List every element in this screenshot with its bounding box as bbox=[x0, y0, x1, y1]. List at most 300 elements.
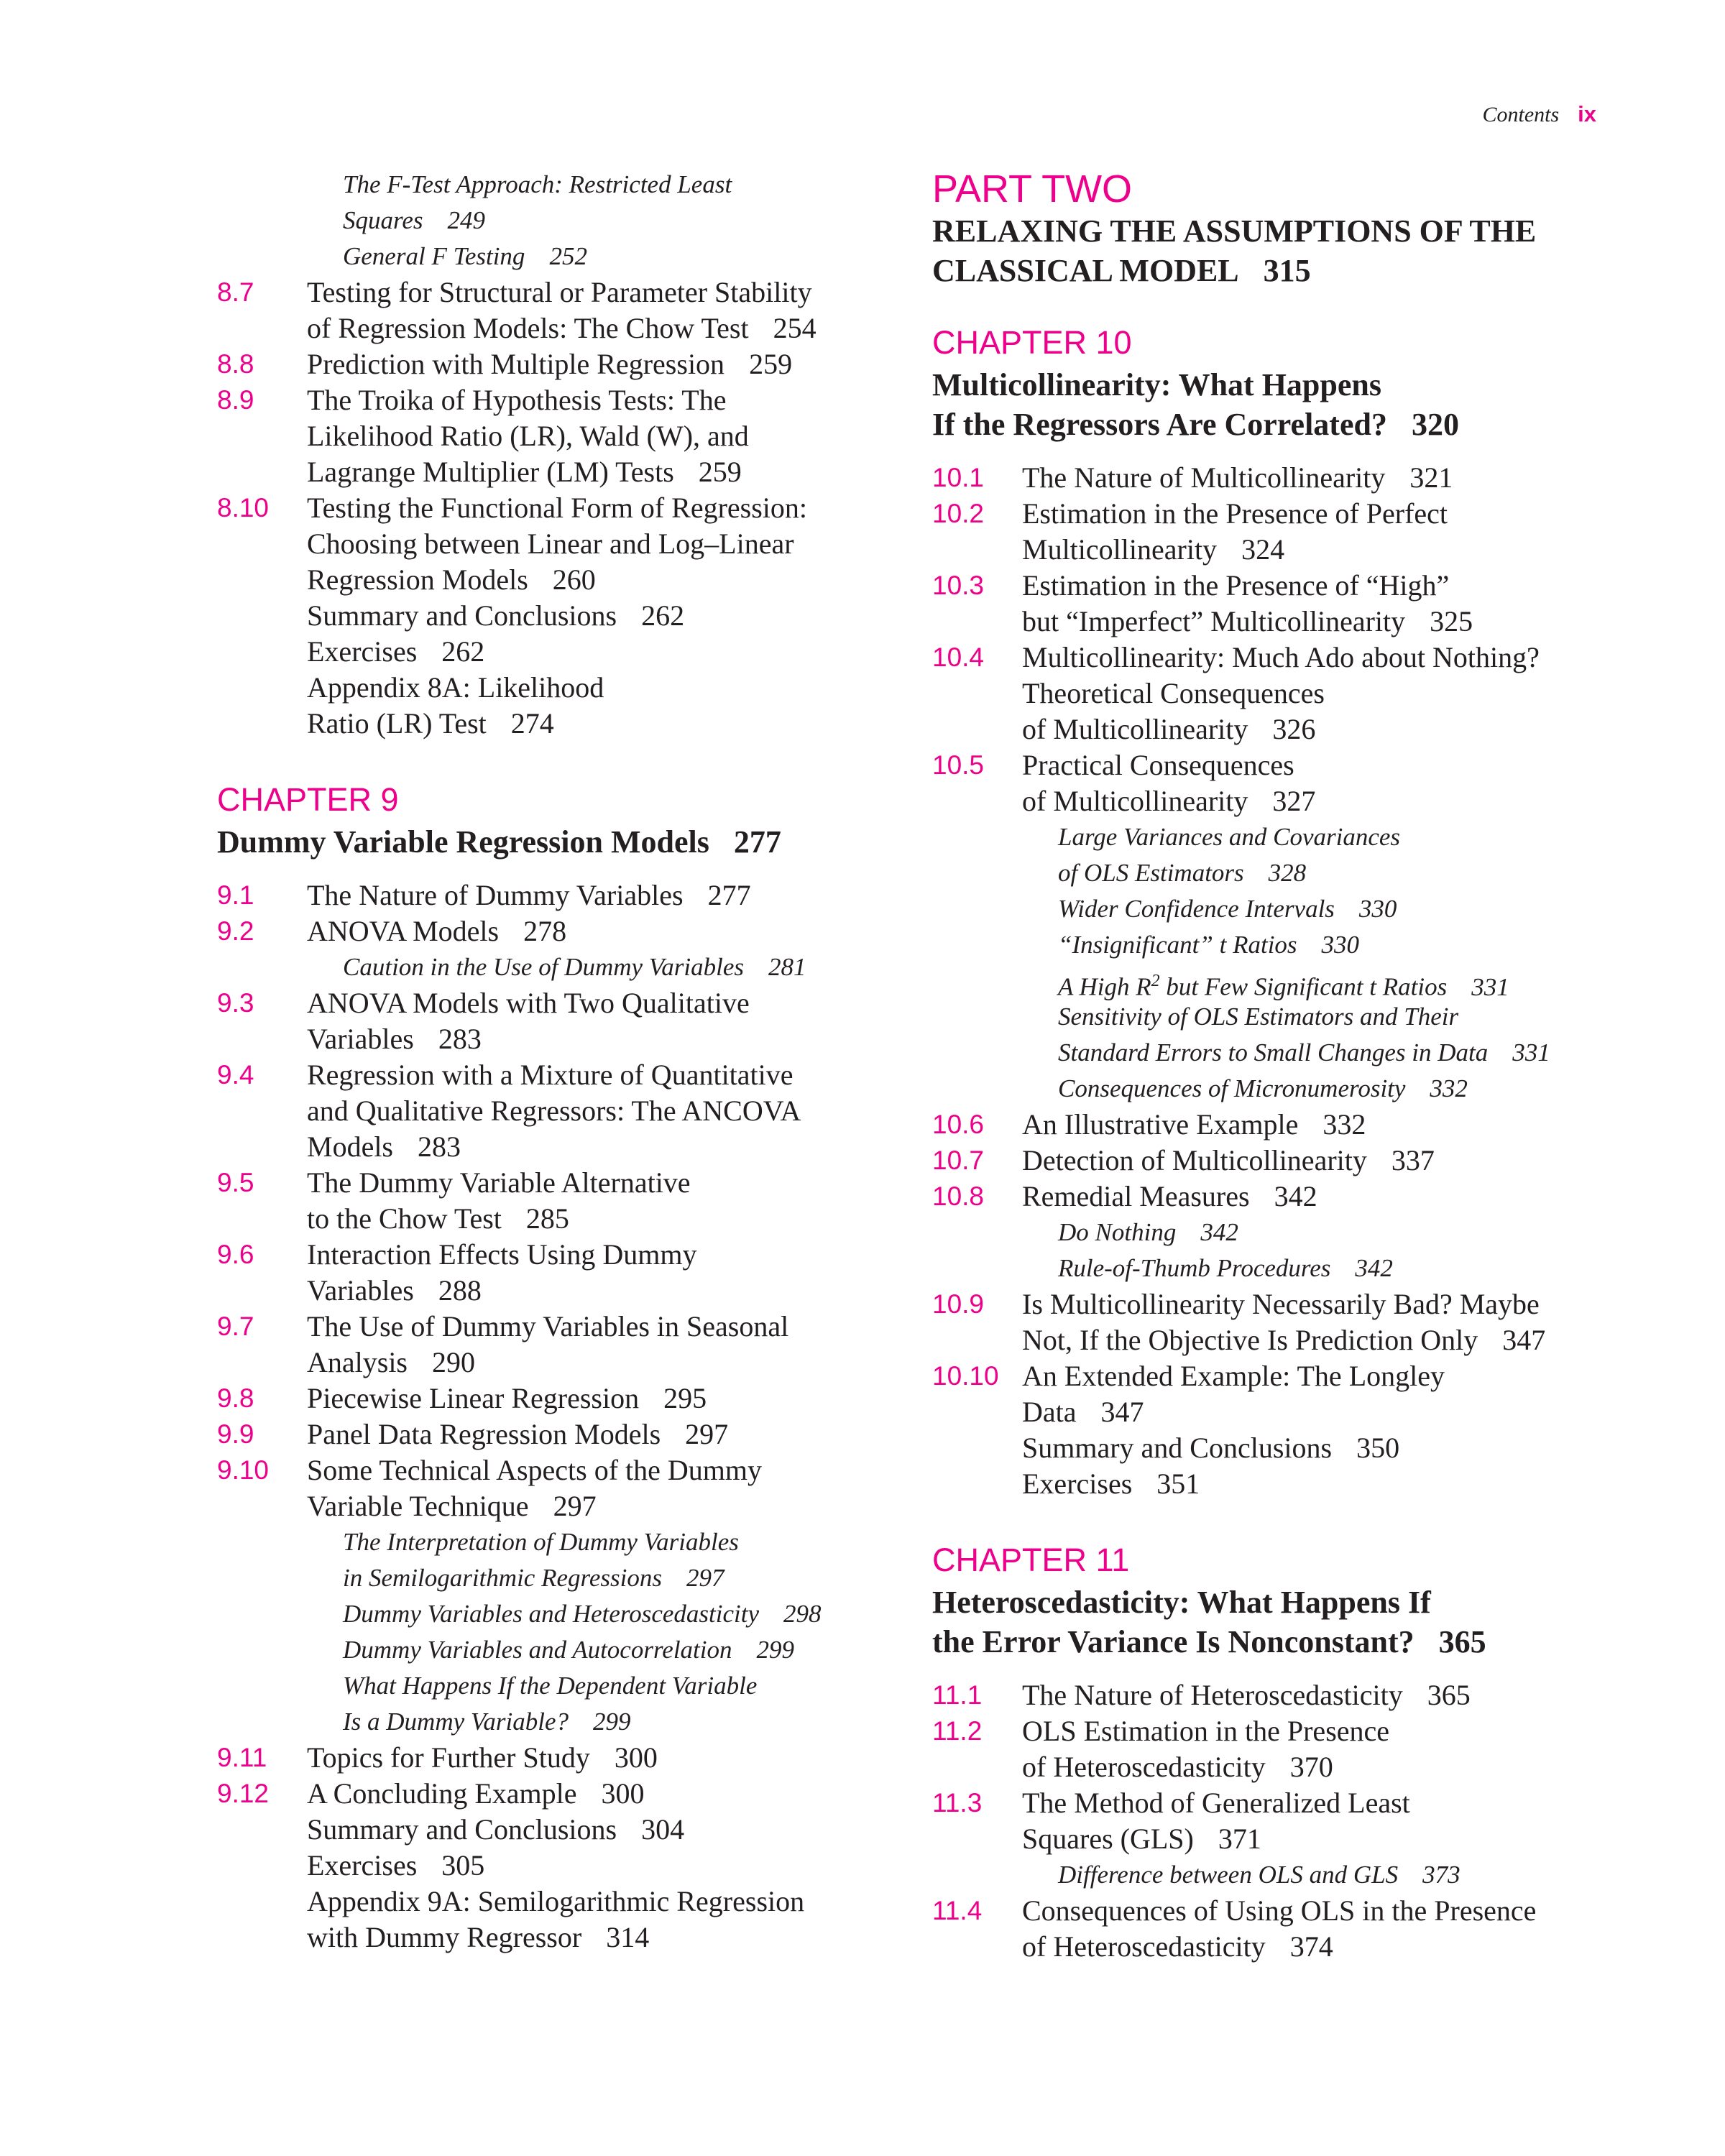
entry-label: Regression Models bbox=[307, 563, 528, 596]
entry-label: Is a Dummy Variable? bbox=[343, 1708, 569, 1736]
toc-subentry bbox=[217, 1560, 864, 1596]
entry-text bbox=[343, 949, 806, 985]
chapter-heading: CHAPTER 9 bbox=[217, 781, 399, 818]
toc-entry bbox=[217, 1920, 864, 1955]
toc-entry bbox=[932, 676, 1651, 711]
section-number: 11.3 bbox=[932, 1788, 983, 1818]
toc-entry bbox=[217, 1345, 864, 1381]
entry-label: Exercises bbox=[1022, 1468, 1133, 1500]
entry-text bbox=[1022, 1179, 1317, 1215]
toc-subentry bbox=[217, 167, 864, 203]
entry-label: Detection of Multicollinearity bbox=[1022, 1144, 1367, 1176]
page-number: 278 bbox=[523, 915, 567, 947]
entry-label: of Heteroscedasticity bbox=[1022, 1751, 1266, 1783]
title-text: Dummy Variable Regression Models bbox=[217, 824, 709, 860]
entry-text bbox=[307, 310, 816, 346]
entry-text bbox=[343, 167, 732, 203]
entry-text bbox=[1022, 1322, 1545, 1358]
toc-entry bbox=[217, 1848, 864, 1884]
page-number: 328 bbox=[1268, 859, 1307, 887]
entry-label: Appendix 8A: Likelihood bbox=[307, 671, 604, 704]
toc-entry bbox=[932, 1143, 1651, 1179]
toc-entry bbox=[217, 418, 864, 454]
toc-subentry bbox=[932, 1250, 1651, 1286]
entry-text bbox=[1058, 1250, 1393, 1286]
section-number: 9.4 bbox=[217, 1060, 254, 1089]
page-number: 347 bbox=[1100, 1396, 1144, 1428]
page-number: 320 bbox=[1411, 407, 1459, 442]
section-number: 10.9 bbox=[932, 1289, 985, 1319]
entry-text bbox=[1022, 783, 1315, 819]
page-number: 254 bbox=[773, 312, 816, 344]
page-number: 342 bbox=[1274, 1180, 1317, 1212]
entry-label: Do Nothing bbox=[1058, 1218, 1177, 1246]
entry-label: Difference between OLS and GLS bbox=[1058, 1861, 1399, 1889]
entry-text bbox=[1058, 1857, 1460, 1893]
toc-entry bbox=[932, 1358, 1651, 1394]
entry-label: The Troika of Hypothesis Tests: The bbox=[307, 384, 727, 416]
page-number: 281 bbox=[768, 953, 806, 981]
entry-text bbox=[307, 1129, 461, 1165]
entry-label: Multicollinearity bbox=[1022, 533, 1218, 566]
page-number: 373 bbox=[1422, 1861, 1460, 1889]
section-number: 9.6 bbox=[217, 1240, 254, 1269]
page-number: 277 bbox=[707, 879, 751, 911]
page-number: 330 bbox=[1358, 895, 1397, 923]
entry-text bbox=[1022, 1677, 1471, 1713]
entry-text bbox=[307, 1381, 707, 1416]
page-number: 262 bbox=[641, 599, 685, 632]
entry-text bbox=[343, 203, 485, 239]
running-head-page-number: ix bbox=[1578, 101, 1596, 126]
entry-text bbox=[1022, 1286, 1540, 1322]
entry-text bbox=[1022, 1749, 1333, 1785]
entry-text bbox=[307, 1452, 762, 1488]
entry-text bbox=[1022, 1466, 1200, 1502]
page-number: 259 bbox=[749, 348, 793, 380]
entry-label: Rule-of-Thumb Procedures bbox=[1058, 1254, 1331, 1282]
page-number: 283 bbox=[418, 1130, 461, 1163]
entry-text bbox=[307, 1345, 475, 1381]
entry-label: Lagrange Multiplier (LM) Tests bbox=[307, 456, 674, 488]
page-number: 260 bbox=[552, 563, 596, 596]
superscript: 2 bbox=[1151, 972, 1160, 990]
page-number: 297 bbox=[685, 1418, 729, 1450]
entry-text bbox=[307, 275, 812, 310]
section-number: 10.10 bbox=[932, 1361, 999, 1391]
toc-entry bbox=[217, 310, 864, 346]
toc-entry bbox=[932, 711, 1651, 747]
page-number: 331 bbox=[1471, 972, 1509, 1001]
page-number: 300 bbox=[601, 1777, 645, 1810]
toc-subentry bbox=[932, 1035, 1651, 1071]
toc-subentry bbox=[217, 1596, 864, 1632]
entry-text bbox=[307, 1093, 801, 1129]
toc-entry bbox=[217, 706, 864, 742]
toc-subentry bbox=[217, 1632, 864, 1668]
entry-label: An Illustrative Example bbox=[1022, 1108, 1299, 1141]
entry-label: Summary and Conclusions bbox=[307, 599, 617, 632]
entry-text bbox=[1022, 1929, 1333, 1965]
entry-label: Standard Errors to Small Changes in Data bbox=[1058, 1038, 1489, 1067]
entry-text bbox=[1022, 640, 1540, 676]
page-number: 365 bbox=[1438, 1624, 1486, 1659]
entry-label: Summary and Conclusions bbox=[307, 1813, 617, 1846]
toc-entry bbox=[217, 1201, 864, 1237]
entry-text bbox=[1058, 855, 1306, 891]
entry-label: General F Testing bbox=[343, 242, 525, 270]
section-number: 9.2 bbox=[217, 916, 254, 946]
spacer bbox=[217, 862, 864, 877]
toc-subentry bbox=[217, 1704, 864, 1740]
page-number: 327 bbox=[1272, 785, 1316, 817]
entry-text bbox=[1022, 1893, 1536, 1929]
page-number: 274 bbox=[510, 707, 554, 740]
entry-label: Is Multicollinearity Necessarily Bad? Maybe bbox=[1022, 1288, 1540, 1320]
entry-label: Variables bbox=[307, 1274, 414, 1307]
entry-text bbox=[307, 1920, 649, 1955]
entry-text bbox=[343, 1560, 724, 1596]
page-number: 370 bbox=[1289, 1751, 1333, 1783]
entry-label: Consequences of Micronumerosity bbox=[1058, 1074, 1406, 1102]
toc-entry bbox=[217, 1057, 864, 1093]
toc-entry bbox=[217, 1381, 864, 1416]
toc-entry bbox=[932, 640, 1651, 676]
entry-label: Caution in the Use of Dummy Variables bbox=[343, 953, 745, 981]
running-head bbox=[1482, 101, 1596, 127]
toc-subentry bbox=[932, 963, 1651, 999]
entry-label: Models bbox=[307, 1130, 393, 1163]
entry-label: Analysis bbox=[307, 1346, 408, 1378]
entry-text bbox=[307, 634, 484, 670]
entry-label: Multicollinearity: Much Ado about Nothing? bbox=[1022, 641, 1540, 673]
entry-label: Remedial Measures bbox=[1022, 1180, 1250, 1212]
entry-text bbox=[1022, 1821, 1261, 1857]
page-number: 331 bbox=[1512, 1038, 1550, 1067]
entry-label: The Nature of Heteroscedasticity bbox=[1022, 1679, 1403, 1711]
entry-label: but “Imperfect” Multicollinearity bbox=[1022, 605, 1406, 637]
toc-entry bbox=[217, 1021, 864, 1057]
toc-entry bbox=[932, 1749, 1651, 1785]
spacer bbox=[932, 1662, 1651, 1677]
toc-entry bbox=[932, 460, 1651, 496]
toc-subentry bbox=[217, 1668, 864, 1704]
toc-entry bbox=[217, 670, 864, 706]
page-number: 371 bbox=[1218, 1823, 1261, 1855]
entry-label: Not, If the Objective Is Prediction Only bbox=[1022, 1324, 1478, 1356]
entry-text bbox=[307, 1021, 482, 1057]
page-number: 285 bbox=[525, 1202, 569, 1235]
entry-text bbox=[1022, 1430, 1399, 1466]
entry-text bbox=[307, 598, 684, 634]
toc-entry bbox=[217, 598, 864, 634]
section-number: 9.12 bbox=[217, 1779, 270, 1808]
entry-label: Summary and Conclusions bbox=[1022, 1432, 1333, 1464]
toc-entry bbox=[217, 1273, 864, 1309]
entry-label: The F-Test Approach: Restricted Least bbox=[343, 170, 732, 198]
toc-entry bbox=[217, 1488, 864, 1524]
toc-entry bbox=[932, 1394, 1651, 1430]
entry-label: Interaction Effects Using Dummy bbox=[307, 1238, 697, 1271]
entry-text bbox=[1022, 1713, 1389, 1749]
toc-subentry bbox=[932, 891, 1651, 927]
entry-label: of Heteroscedasticity bbox=[1022, 1930, 1266, 1963]
entry-text bbox=[307, 490, 807, 526]
entry-text bbox=[307, 1237, 696, 1273]
entry-text bbox=[307, 1165, 691, 1201]
entry-text bbox=[307, 1416, 728, 1452]
toc-subentry bbox=[217, 949, 864, 985]
section-number: 11.1 bbox=[932, 1680, 983, 1710]
toc-subentry bbox=[932, 927, 1651, 963]
chapter-title bbox=[932, 1622, 1651, 1662]
entry-text bbox=[307, 382, 727, 418]
entry-label: to the Chow Test bbox=[307, 1202, 502, 1235]
entry-label: Testing the Functional Form of Regression: bbox=[307, 492, 808, 524]
toc-entry bbox=[217, 1812, 864, 1848]
toc-entry bbox=[217, 454, 864, 490]
toc-entry bbox=[932, 1713, 1651, 1749]
entry-label: The Dummy Variable Alternative bbox=[307, 1166, 691, 1199]
entry-label: Wider Confidence Intervals bbox=[1058, 895, 1335, 923]
entry-label: of OLS Estimators bbox=[1058, 859, 1244, 887]
toc-entry bbox=[217, 1776, 864, 1812]
toc-entry bbox=[217, 877, 864, 913]
entry-label: Theoretical Consequences bbox=[1022, 677, 1325, 709]
chapter-title bbox=[932, 1583, 1651, 1622]
page-number: 314 bbox=[606, 1921, 650, 1953]
section-number: 10.2 bbox=[932, 499, 985, 528]
entry-text bbox=[1022, 460, 1453, 496]
page-number: 299 bbox=[756, 1636, 794, 1664]
toc-entry bbox=[217, 346, 864, 382]
part-title bbox=[932, 211, 1651, 251]
entry-label: Appendix 9A: Semilogarithmic Regression bbox=[307, 1885, 805, 1917]
entry-label: An Extended Example: The Longley bbox=[1022, 1360, 1445, 1392]
section-number: 11.4 bbox=[932, 1896, 983, 1925]
toc-entry bbox=[217, 1165, 864, 1201]
toc-entry bbox=[217, 1416, 864, 1452]
page-number: 374 bbox=[1289, 1930, 1333, 1963]
part-title bbox=[932, 251, 1651, 290]
toc-entry bbox=[217, 382, 864, 418]
entry-label: Topics for Further Study bbox=[307, 1741, 590, 1774]
entry-label: ANOVA Models with Two Qualitative bbox=[307, 987, 750, 1019]
toc-entry bbox=[932, 1893, 1651, 1929]
spacer bbox=[217, 742, 864, 778]
running-head-label: Contents bbox=[1482, 103, 1560, 126]
toc-entry bbox=[217, 634, 864, 670]
entry-label: Prediction with Multiple Regression bbox=[307, 348, 725, 380]
section-number: 11.2 bbox=[932, 1716, 983, 1746]
chapter-title bbox=[932, 405, 1651, 444]
entry-text bbox=[1058, 1071, 1468, 1107]
toc-entry bbox=[932, 532, 1651, 568]
entry-text bbox=[1058, 891, 1397, 927]
entry-label: Ratio (LR) Test bbox=[307, 707, 487, 740]
toc-entry bbox=[932, 1929, 1651, 1965]
toc-entry bbox=[932, 747, 1651, 783]
entry-text bbox=[343, 1632, 794, 1668]
entry-label: Some Technical Aspects of the Dummy bbox=[307, 1454, 763, 1486]
section-number: 10.8 bbox=[932, 1181, 985, 1211]
entry-text bbox=[1022, 1358, 1445, 1394]
entry-text bbox=[1058, 1035, 1550, 1071]
entry-label: Squares (GLS) bbox=[1022, 1823, 1194, 1855]
toc-entry bbox=[217, 1452, 864, 1488]
page-number: 249 bbox=[447, 206, 485, 234]
entry-text bbox=[1022, 711, 1315, 747]
entry-label: Choosing between Linear and Log–Linear bbox=[307, 528, 794, 560]
entry-text bbox=[1022, 568, 1449, 604]
page-number: 277 bbox=[733, 824, 781, 860]
toc-entry bbox=[932, 783, 1651, 819]
entry-label: Estimation in the Presence of Perfect bbox=[1022, 497, 1448, 530]
toc-entry bbox=[932, 496, 1651, 532]
page-number: 351 bbox=[1156, 1468, 1200, 1500]
toc-entry bbox=[217, 1237, 864, 1273]
entry-label: Variable Technique bbox=[307, 1490, 529, 1522]
page-number: 305 bbox=[441, 1849, 485, 1881]
toc-subentry bbox=[217, 1524, 864, 1560]
entry-text bbox=[1058, 927, 1359, 963]
title-text: CLASSICAL MODEL bbox=[932, 253, 1239, 288]
toc-entry bbox=[932, 1322, 1651, 1358]
page-number: 337 bbox=[1391, 1144, 1435, 1176]
section-number: 8.10 bbox=[217, 493, 270, 522]
entry-text bbox=[307, 1057, 794, 1093]
page-number: 304 bbox=[641, 1813, 685, 1846]
page-number: 300 bbox=[614, 1741, 658, 1774]
entry-label: Exercises bbox=[307, 1849, 418, 1881]
section-number: 10.5 bbox=[932, 750, 985, 780]
entry-label: A Concluding Example bbox=[307, 1777, 577, 1810]
section-number: 10.6 bbox=[932, 1110, 985, 1139]
section-number: 9.10 bbox=[217, 1455, 270, 1485]
page-number: 262 bbox=[441, 635, 485, 668]
section-number: 9.1 bbox=[217, 880, 254, 910]
entry-label: The Nature of Multicollinearity bbox=[1022, 461, 1386, 494]
toc-entry bbox=[932, 568, 1651, 604]
toc-entry bbox=[217, 1309, 864, 1345]
page-number: 295 bbox=[663, 1382, 707, 1414]
toc-subentry bbox=[932, 855, 1651, 891]
section-number: 10.4 bbox=[932, 642, 985, 672]
section-number: 10.1 bbox=[932, 463, 985, 492]
entry-text bbox=[1022, 1394, 1144, 1430]
page-number: 325 bbox=[1430, 605, 1473, 637]
entry-text bbox=[307, 985, 750, 1021]
entry-label: Practical Consequences bbox=[1022, 749, 1294, 781]
toc-entry bbox=[932, 1466, 1651, 1502]
left-column bbox=[217, 167, 864, 1955]
entry-text bbox=[307, 877, 751, 913]
title-text: Multicollinearity: What Happens bbox=[932, 367, 1381, 402]
entry-text bbox=[1022, 604, 1473, 640]
entry-text bbox=[1022, 1143, 1435, 1179]
page-number: 347 bbox=[1502, 1324, 1546, 1356]
toc-entry bbox=[217, 913, 864, 949]
section-number: 10.3 bbox=[932, 571, 985, 600]
page-number: 324 bbox=[1241, 533, 1285, 566]
entry-text bbox=[343, 239, 587, 275]
section-number: 10.7 bbox=[932, 1146, 985, 1175]
section-number: 8.8 bbox=[217, 349, 254, 379]
toc-entry bbox=[932, 1430, 1651, 1466]
entry-text bbox=[307, 562, 596, 598]
entry-text bbox=[307, 454, 742, 490]
entry-text bbox=[343, 1704, 631, 1740]
entry-label: of Regression Models: The Chow Test bbox=[307, 312, 749, 344]
entry-text-part: A High R bbox=[1058, 972, 1151, 1001]
page-number: 297 bbox=[686, 1564, 724, 1592]
toc-entry bbox=[932, 1821, 1651, 1857]
entry-label: Large Variances and Covariances bbox=[1058, 823, 1401, 851]
page-number: 299 bbox=[593, 1708, 631, 1736]
entry-label: The Use of Dummy Variables in Seasonal bbox=[307, 1310, 789, 1342]
page-number: 342 bbox=[1355, 1254, 1393, 1282]
entry-label: What Happens If the Dependent Variable bbox=[343, 1672, 758, 1700]
toc-subentry bbox=[932, 1215, 1651, 1250]
page-number: 350 bbox=[1356, 1432, 1400, 1464]
page-number: 297 bbox=[553, 1490, 597, 1522]
entry-text bbox=[307, 1201, 569, 1237]
toc-entry bbox=[217, 1884, 864, 1920]
page-number: 259 bbox=[698, 456, 742, 488]
entry-text bbox=[307, 1309, 788, 1345]
part-heading: PART TWO bbox=[932, 167, 1133, 211]
entry-label: The Nature of Dummy Variables bbox=[307, 879, 684, 911]
toc-subentry bbox=[932, 999, 1651, 1035]
section-number: 9.5 bbox=[217, 1168, 254, 1197]
entry-label: The Method of Generalized Least bbox=[1022, 1787, 1410, 1819]
entry-label: Panel Data Regression Models bbox=[307, 1418, 661, 1450]
chapter-heading: CHAPTER 10 bbox=[932, 324, 1132, 361]
section-number: 8.7 bbox=[217, 277, 254, 307]
toc-entry bbox=[217, 1129, 864, 1165]
entry-text bbox=[1058, 1215, 1238, 1250]
entry-text bbox=[307, 526, 794, 562]
right-column bbox=[932, 167, 1651, 1965]
entry-label: Dummy Variables and Autocorrelation bbox=[343, 1636, 732, 1664]
toc-entry bbox=[217, 275, 864, 310]
toc-entry bbox=[217, 1093, 864, 1129]
page-number: 330 bbox=[1321, 931, 1360, 959]
entry-text bbox=[343, 1668, 757, 1704]
entry-text bbox=[1022, 1785, 1410, 1821]
entry-label: Data bbox=[1022, 1396, 1077, 1428]
toc-entry bbox=[932, 604, 1651, 640]
section-number: 9.7 bbox=[217, 1312, 254, 1341]
section-number: 9.3 bbox=[217, 988, 254, 1018]
toc-subentry bbox=[932, 1071, 1651, 1107]
entry-label: “Insignificant” t Ratios bbox=[1058, 931, 1297, 959]
entry-text bbox=[307, 1740, 658, 1776]
toc-entry bbox=[932, 1107, 1651, 1143]
entry-label: Estimation in the Presence of “High” bbox=[1022, 569, 1450, 602]
page-number: 288 bbox=[438, 1274, 482, 1307]
title-text: RELAXING THE ASSUMPTIONS OF THE bbox=[932, 213, 1537, 249]
entry-label: of Multicollinearity bbox=[1022, 713, 1248, 745]
entry-label: The Interpretation of Dummy Variables bbox=[343, 1528, 739, 1556]
entry-text bbox=[307, 1812, 684, 1848]
section-number: 9.11 bbox=[217, 1743, 267, 1772]
title-text: Heteroscedasticity: What Happens If bbox=[932, 1585, 1431, 1620]
entry-text bbox=[307, 1273, 482, 1309]
toc-subentry bbox=[217, 203, 864, 239]
entry-label: Dummy Variables and Heteroscedasticity bbox=[343, 1600, 760, 1628]
entry-label: Exercises bbox=[307, 635, 418, 668]
